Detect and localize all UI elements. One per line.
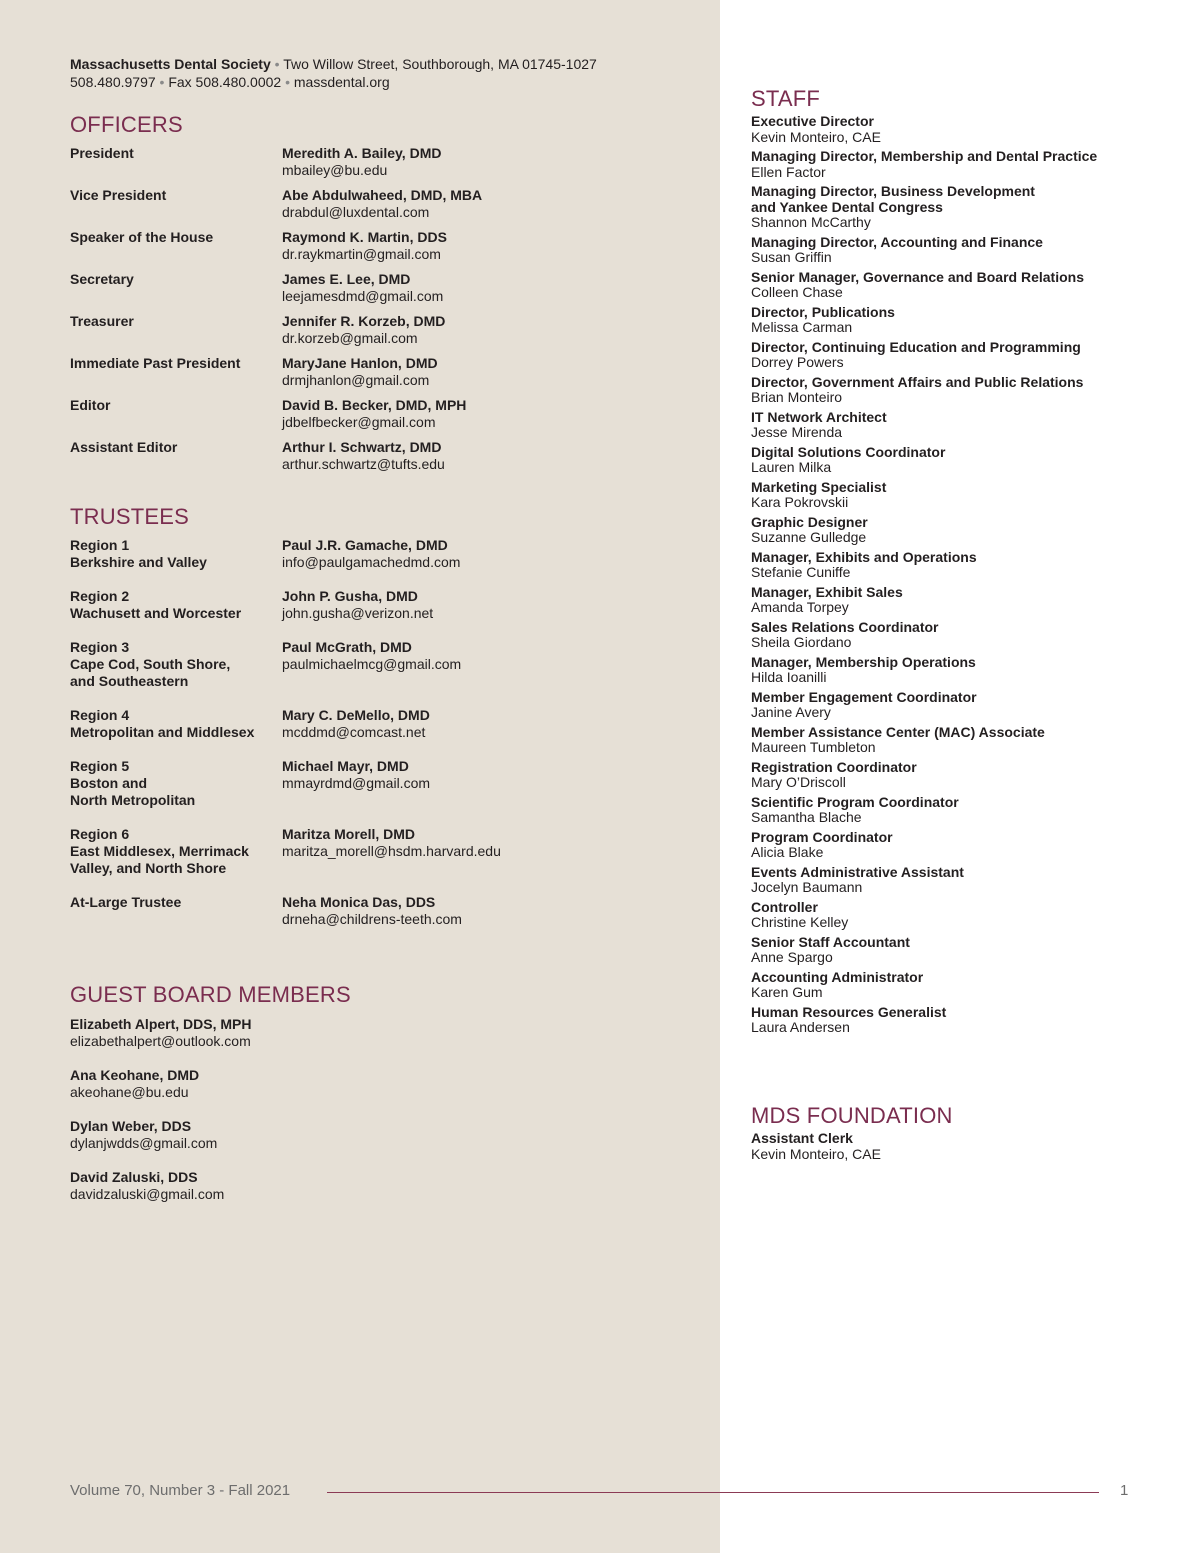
trustee-email: paulmichaelmcg@gmail.com bbox=[282, 656, 462, 672]
staff-entry bbox=[751, 690, 1097, 721]
staff-title: Manager, Exhibits and Operations bbox=[751, 548, 977, 565]
staff-title: Scientific Program Coordinator bbox=[751, 793, 959, 810]
staff-entry bbox=[751, 725, 1097, 756]
officer-row bbox=[70, 313, 690, 355]
guests-heading: GUEST BOARD MEMBERS bbox=[70, 982, 351, 1007]
guest-email: akeohane@bu.edu bbox=[70, 1084, 189, 1100]
staff-list bbox=[751, 114, 1097, 1040]
trustee-email: drneha@childrens-teeth.com bbox=[282, 911, 462, 927]
officer-name: Raymond K. Martin, DDS bbox=[282, 229, 447, 245]
staff-name: Alicia Blake bbox=[751, 844, 824, 860]
officer-contact bbox=[282, 439, 445, 481]
guest-email: davidzaluski@gmail.com bbox=[70, 1186, 225, 1202]
officer-email: mbailey@bu.edu bbox=[282, 162, 388, 178]
trustee-region bbox=[70, 639, 282, 707]
masthead bbox=[70, 55, 597, 91]
trustee-row bbox=[70, 826, 690, 894]
trustee-region-line: At-Large Trustee bbox=[70, 894, 182, 910]
officer-name: Abe Abdulwaheed, DMD, MBA bbox=[282, 187, 483, 203]
staff-name: Suzanne Gulledge bbox=[751, 529, 867, 545]
staff-entry bbox=[751, 655, 1097, 686]
trustee-contact bbox=[282, 894, 462, 945]
trustee-row bbox=[70, 537, 690, 588]
footer-rule bbox=[327, 1492, 1099, 1493]
guest-member bbox=[70, 1067, 252, 1118]
trustee-region-line: Region 3 bbox=[70, 639, 130, 655]
org-name: Massachusetts Dental Society bbox=[70, 56, 271, 72]
staff-name: Stefanie Cuniffe bbox=[751, 564, 851, 580]
org-fax: Fax 508.480.0002 bbox=[168, 74, 282, 90]
staff-entry bbox=[751, 340, 1097, 371]
staff-entry bbox=[751, 445, 1097, 476]
officer-row bbox=[70, 187, 690, 229]
org-address: Two Willow Street, Southborough, MA 01745-1027 bbox=[283, 56, 597, 72]
staff-title: Graphic Designer bbox=[751, 513, 868, 530]
staff-name: Mary O’Driscoll bbox=[751, 774, 846, 790]
trustee-row bbox=[70, 894, 690, 945]
trustees-list bbox=[70, 537, 690, 945]
masthead-line-1 bbox=[70, 55, 597, 73]
officer-email: dr.raykmartin@gmail.com bbox=[282, 246, 441, 262]
staff-name: Kara Pokrovskii bbox=[751, 494, 849, 510]
org-website: massdental.org bbox=[293, 74, 390, 90]
staff-title: Member Engagement Coordinator bbox=[751, 688, 977, 705]
trustee-name: Maritza Morell, DMD bbox=[282, 826, 416, 842]
trustee-name: Paul J.R. Gamache, DMD bbox=[282, 537, 448, 553]
trustee-region-line: North Metropolitan bbox=[70, 792, 196, 808]
trustee-contact bbox=[282, 537, 460, 588]
staff-name: Anne Spargo bbox=[751, 949, 833, 965]
page-number: 1 bbox=[1120, 1482, 1129, 1499]
trustee-region bbox=[70, 894, 282, 945]
separator-dot: • bbox=[159, 74, 165, 90]
trustee-contact bbox=[282, 588, 433, 639]
staff-name: Samantha Blache bbox=[751, 809, 862, 825]
org-phone: 508.480.9797 bbox=[70, 74, 156, 90]
officers-heading: OFFICERS bbox=[70, 112, 183, 137]
officer-contact bbox=[282, 229, 447, 271]
staff-heading: STAFF bbox=[751, 86, 821, 111]
trustee-contact bbox=[282, 826, 501, 894]
masthead-line-2 bbox=[70, 73, 597, 91]
staff-title: Events Administrative Assistant bbox=[751, 863, 964, 880]
trustee-region-line: Wachusett and Worcester bbox=[70, 605, 242, 621]
staff-name: Janine Avery bbox=[751, 704, 831, 720]
staff-name: Karen Gum bbox=[751, 984, 823, 1000]
guests-list bbox=[70, 1016, 252, 1220]
guest-member bbox=[70, 1118, 252, 1169]
staff-entry bbox=[751, 585, 1097, 616]
trustee-name: Michael Mayr, DMD bbox=[282, 758, 409, 774]
trustee-region-line: Region 1 bbox=[70, 537, 130, 553]
guest-name: Dylan Weber, DDS bbox=[70, 1118, 192, 1134]
trustee-region bbox=[70, 758, 282, 826]
trustee-row bbox=[70, 758, 690, 826]
staff-title: Human Resources Generalist bbox=[751, 1003, 947, 1020]
guest-name: Elizabeth Alpert, DDS, MPH bbox=[70, 1016, 252, 1032]
guest-name: David Zaluski, DDS bbox=[70, 1169, 198, 1185]
staff-title: Manager, Membership Operations bbox=[751, 653, 976, 670]
trustees-heading: TRUSTEES bbox=[70, 504, 189, 529]
trustee-email: mcddmd@comcast.net bbox=[282, 724, 426, 740]
guest-email: dylanjwdds@gmail.com bbox=[70, 1135, 218, 1151]
trustee-name: Paul McGrath, DMD bbox=[282, 639, 412, 655]
staff-name: Dorrey Powers bbox=[751, 354, 844, 370]
staff-entry bbox=[751, 900, 1097, 931]
trustee-email: mmayrdmd@gmail.com bbox=[282, 775, 431, 791]
trustee-region-line: Region 2 bbox=[70, 588, 130, 604]
staff-entry bbox=[751, 235, 1097, 266]
foundation-name: Kevin Monteiro, CAE bbox=[751, 1145, 881, 1162]
officer-row bbox=[70, 271, 690, 313]
officer-name: Jennifer R. Korzeb, DMD bbox=[282, 313, 446, 329]
trustee-email: john.gusha@verizon.net bbox=[282, 605, 434, 621]
staff-name: Colleen Chase bbox=[751, 284, 843, 300]
officer-contact bbox=[282, 397, 466, 439]
guest-member bbox=[70, 1016, 252, 1067]
staff-title: Director, Publications bbox=[751, 303, 895, 320]
officer-role: Assistant Editor bbox=[70, 439, 178, 455]
trustee-region-line: Metropolitan and Middlesex bbox=[70, 724, 255, 740]
staff-entry bbox=[751, 620, 1097, 651]
staff-name: Shannon McCarthy bbox=[751, 214, 871, 230]
officer-row bbox=[70, 397, 690, 439]
staff-entry bbox=[751, 760, 1097, 791]
trustee-region bbox=[70, 826, 282, 894]
staff-title: Senior Manager, Governance and Board Relations bbox=[751, 268, 1084, 285]
foundation-heading: MDS FOUNDATION bbox=[751, 1103, 953, 1128]
officer-role: Vice President bbox=[70, 187, 167, 203]
trustee-region-line: and Southeastern bbox=[70, 673, 189, 689]
trustee-region-line: Region 5 bbox=[70, 758, 130, 774]
issue-label: Volume 70, Number 3 - Fall 2021 bbox=[70, 1482, 291, 1499]
staff-title: Managing Director, Accounting and Finance bbox=[751, 233, 1043, 250]
trustee-region-line: Region 6 bbox=[70, 826, 130, 842]
trustee-region-line: Region 4 bbox=[70, 707, 130, 723]
officer-email: leejamesdmd@gmail.com bbox=[282, 288, 444, 304]
trustee-contact bbox=[282, 639, 461, 707]
staff-entry bbox=[751, 270, 1097, 301]
foundation-title: Assistant Clerk bbox=[751, 1130, 853, 1146]
officer-role: President bbox=[70, 145, 134, 161]
officer-name: MaryJane Hanlon, DMD bbox=[282, 355, 438, 371]
officer-contact bbox=[282, 355, 438, 397]
staff-name: Lauren Milka bbox=[751, 459, 832, 475]
staff-title: Controller bbox=[751, 898, 818, 915]
officer-row bbox=[70, 145, 690, 187]
staff-name: Maureen Tumbleton bbox=[751, 739, 876, 755]
officer-name: David B. Becker, DMD, MPH bbox=[282, 397, 467, 413]
staff-title: and Yankee Dental Congress bbox=[751, 198, 943, 215]
staff-name: Susan Griffin bbox=[751, 249, 832, 265]
guest-member bbox=[70, 1169, 252, 1220]
trustee-region-line: Berkshire and Valley bbox=[70, 554, 207, 570]
staff-entry bbox=[751, 480, 1097, 511]
staff-name: Amanda Torpey bbox=[751, 599, 849, 615]
officer-role: Speaker of the House bbox=[70, 229, 214, 245]
staff-entry bbox=[751, 184, 1097, 231]
officer-name: Arthur I. Schwartz, DMD bbox=[282, 439, 442, 455]
trustee-row bbox=[70, 639, 690, 707]
staff-title: Managing Director, Business Development bbox=[751, 183, 1035, 199]
officer-contact bbox=[282, 145, 441, 187]
trustee-region-line: Boston and bbox=[70, 775, 147, 791]
officer-name: James E. Lee, DMD bbox=[282, 271, 411, 287]
staff-entry bbox=[751, 550, 1097, 581]
staff-entry bbox=[751, 865, 1097, 896]
staff-name: Brian Monteiro bbox=[751, 389, 843, 405]
officer-row bbox=[70, 355, 690, 397]
staff-title: Sales Relations Coordinator bbox=[751, 618, 939, 635]
staff-title: Director, Government Affairs and Public Relations bbox=[751, 373, 1084, 390]
staff-entry bbox=[751, 305, 1097, 336]
foundation-entry bbox=[751, 1131, 881, 1162]
separator-dot: • bbox=[274, 56, 280, 72]
trustee-region-line: East Middlesex, Merrimack bbox=[70, 843, 249, 859]
officer-contact bbox=[282, 313, 445, 355]
officer-email: drmjhanlon@gmail.com bbox=[282, 372, 430, 388]
officer-role: Immediate Past President bbox=[70, 355, 241, 371]
staff-title: Member Assistance Center (MAC) Associate bbox=[751, 723, 1045, 740]
guest-name: Ana Keohane, DMD bbox=[70, 1067, 200, 1083]
staff-title: Executive Director bbox=[751, 113, 874, 129]
trustee-email: maritza_morell@hsdm.harvard.edu bbox=[282, 843, 501, 859]
staff-name: Jesse Mirenda bbox=[751, 424, 843, 440]
staff-title: IT Network Architect bbox=[751, 408, 887, 425]
staff-entry bbox=[751, 970, 1097, 1001]
staff-entry bbox=[751, 830, 1097, 861]
trustee-region-line: Cape Cod, South Shore, bbox=[70, 656, 231, 672]
officer-contact bbox=[282, 187, 482, 229]
staff-entry bbox=[751, 795, 1097, 826]
trustee-row bbox=[70, 588, 690, 639]
staff-title: Manager, Exhibit Sales bbox=[751, 583, 903, 600]
guest-email: elizabethalpert@outlook.com bbox=[70, 1033, 251, 1049]
officer-contact bbox=[282, 271, 443, 313]
officer-email: jdbelfbecker@gmail.com bbox=[282, 414, 436, 430]
staff-entry bbox=[751, 515, 1097, 546]
officer-email: drabdul@luxdental.com bbox=[282, 204, 430, 220]
staff-title: Program Coordinator bbox=[751, 828, 893, 845]
separator-dot: • bbox=[285, 74, 290, 90]
staff-title: Digital Solutions Coordinator bbox=[751, 443, 946, 460]
trustee-region bbox=[70, 707, 282, 758]
staff-name: Melissa Carman bbox=[751, 319, 853, 335]
officer-row bbox=[70, 439, 690, 481]
officer-row bbox=[70, 229, 690, 271]
trustee-region-line: Valley, and North Shore bbox=[70, 860, 227, 876]
staff-name: Christine Kelley bbox=[751, 914, 849, 930]
officer-name: Meredith A. Bailey, DMD bbox=[282, 145, 442, 161]
staff-entry bbox=[751, 1005, 1097, 1036]
officer-role: Editor bbox=[70, 397, 111, 413]
staff-entry bbox=[751, 410, 1097, 441]
trustee-region bbox=[70, 588, 282, 639]
staff-name: Hilda Ioanilli bbox=[751, 669, 827, 685]
staff-entry bbox=[751, 935, 1097, 966]
officer-email: arthur.schwartz@tufts.edu bbox=[282, 456, 445, 472]
staff-entry bbox=[751, 114, 1097, 145]
staff-title: Marketing Specialist bbox=[751, 478, 887, 495]
staff-title: Senior Staff Accountant bbox=[751, 933, 910, 950]
trustee-name: Neha Monica Das, DDS bbox=[282, 894, 436, 910]
staff-title: Director, Continuing Education and Programming bbox=[751, 338, 1081, 355]
staff-name: Jocelyn Baumann bbox=[751, 879, 863, 895]
officer-role: Secretary bbox=[70, 271, 134, 287]
staff-name: Ellen Factor bbox=[751, 163, 826, 180]
staff-title: Registration Coordinator bbox=[751, 758, 917, 775]
officer-email: dr.korzeb@gmail.com bbox=[282, 330, 418, 346]
staff-name: Sheila Giordano bbox=[751, 634, 852, 650]
trustee-row bbox=[70, 707, 690, 758]
officer-role: Treasurer bbox=[70, 313, 134, 329]
staff-name: Kevin Monteiro, CAE bbox=[751, 128, 881, 145]
trustee-contact bbox=[282, 707, 430, 758]
staff-name: Laura Andersen bbox=[751, 1019, 850, 1035]
officers-list bbox=[70, 145, 690, 481]
trustee-name: John P. Gusha, DMD bbox=[282, 588, 418, 604]
staff-entry bbox=[751, 149, 1097, 180]
trustee-name: Mary C. DeMello, DMD bbox=[282, 707, 430, 723]
staff-title: Managing Director, Membership and Dental Practice bbox=[751, 148, 1098, 164]
trustee-contact bbox=[282, 758, 430, 826]
trustee-email: info@paulgamachedmd.com bbox=[282, 554, 461, 570]
staff-entry bbox=[751, 375, 1097, 406]
staff-title: Accounting Administrator bbox=[751, 968, 924, 985]
trustee-region bbox=[70, 537, 282, 588]
